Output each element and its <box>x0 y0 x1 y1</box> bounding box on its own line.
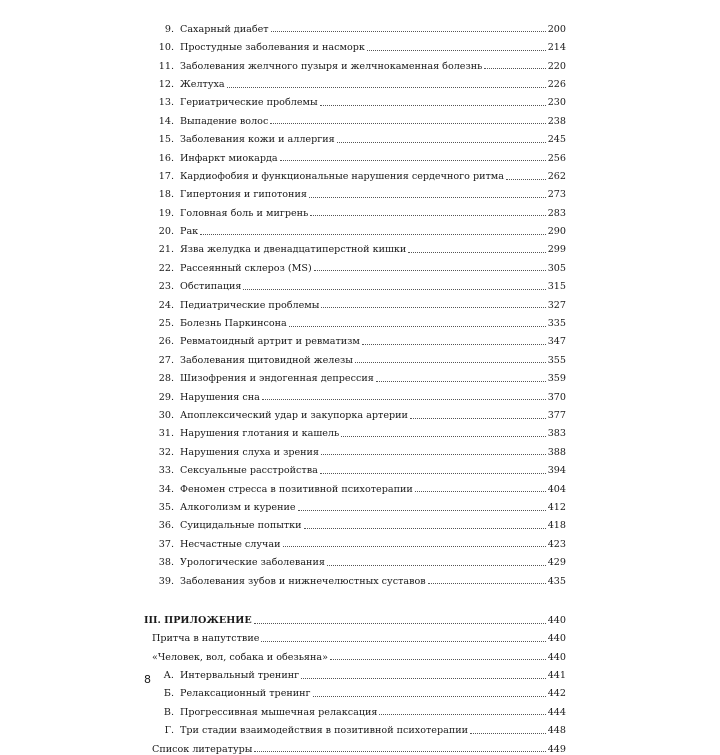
chapter-page: 200 <box>547 23 566 35</box>
dot-leader <box>227 87 546 88</box>
dot-leader <box>337 142 546 143</box>
table-of-contents <box>144 16 566 754</box>
dot-leader <box>470 733 546 734</box>
chapter-page: 220 <box>547 60 566 72</box>
chapter-row[interactable] <box>144 310 566 328</box>
chapter-page: 359 <box>547 373 566 385</box>
dot-leader <box>254 751 545 752</box>
chapter-page: 315 <box>547 281 566 293</box>
appendix-subitem-page: 441 <box>547 670 566 682</box>
chapter-row[interactable] <box>144 439 566 457</box>
chapter-number: 17. <box>158 170 174 182</box>
chapter-title: Суицидальные попытки <box>180 520 302 532</box>
dot-leader <box>304 528 546 529</box>
chapter-title: Нарушения слуха и зрения <box>180 446 319 458</box>
dot-leader <box>379 714 545 715</box>
chapter-page: 283 <box>547 207 566 219</box>
chapter-number: 32. <box>158 446 174 458</box>
appendix-subitem-page: 444 <box>547 706 566 718</box>
chapter-number: 39. <box>158 575 174 587</box>
dot-leader <box>314 270 546 271</box>
dot-leader <box>270 123 545 124</box>
chapter-number: 13. <box>158 97 174 109</box>
chapter-row[interactable] <box>144 16 566 34</box>
appendix-subitem-row[interactable] <box>144 662 566 680</box>
chapter-title: Педиатрические проблемы <box>180 299 320 311</box>
chapter-row[interactable] <box>144 384 566 402</box>
chapter-title: Нарушения сна <box>180 391 260 403</box>
chapter-row[interactable] <box>144 292 566 310</box>
chapter-title: Заболевания щитовидной железы <box>180 354 353 366</box>
chapter-row[interactable] <box>144 476 566 494</box>
chapter-number: 21. <box>158 244 174 256</box>
appendix-subitem-page: 442 <box>547 688 566 700</box>
appendix-subitem-page: 448 <box>547 725 566 737</box>
chapter-title: Феномен стресса в позитивной психотерапии <box>180 483 413 495</box>
chapter-page: 388 <box>547 446 566 458</box>
chapter-page: 370 <box>547 391 566 403</box>
chapter-number: 29. <box>158 391 174 403</box>
dot-leader <box>289 326 546 327</box>
chapter-title: Заболевания кожи и аллергия <box>180 134 335 146</box>
chapter-page: 335 <box>547 318 566 330</box>
chapter-number: 23. <box>158 281 174 293</box>
chapter-page: 290 <box>547 226 566 238</box>
chapter-number: 18. <box>158 189 174 201</box>
chapter-title: Заболевания желчного пузыря и желчнокаменная болезнь <box>180 60 483 72</box>
chapter-row[interactable] <box>144 126 566 144</box>
chapter-number: 24. <box>158 299 174 311</box>
chapter-row[interactable] <box>144 549 566 567</box>
references-row[interactable] <box>144 736 566 754</box>
dot-leader <box>484 68 545 69</box>
dot-leader <box>367 50 546 51</box>
chapter-row[interactable] <box>144 347 566 365</box>
appendix-item-page: 440 <box>547 651 566 663</box>
chapter-row[interactable] <box>144 237 566 255</box>
chapter-page: 214 <box>547 42 566 54</box>
chapter-page: 429 <box>547 557 566 569</box>
appendix-subitem-list <box>144 662 566 736</box>
chapter-page: 347 <box>547 336 566 348</box>
chapter-title: Сексуальные расстройства <box>180 465 318 477</box>
chapter-page: 404 <box>547 483 566 495</box>
chapter-number: 36. <box>158 520 174 532</box>
dot-leader <box>271 31 546 32</box>
appendix-subitem-row[interactable] <box>144 681 566 699</box>
chapter-title: Заболевания зубов и нижнечелюстных суставов <box>180 575 426 587</box>
references-title: Список литературы <box>152 743 253 755</box>
chapter-page: 418 <box>547 520 566 532</box>
dot-leader <box>355 362 546 363</box>
dot-leader <box>280 160 546 161</box>
chapter-number: 16. <box>158 152 174 164</box>
chapter-number: 10. <box>158 42 174 54</box>
dot-leader <box>320 473 546 474</box>
dot-leader <box>262 399 546 400</box>
chapter-row[interactable] <box>144 218 566 236</box>
chapter-title: Алкоголизм и курение <box>180 501 296 513</box>
appendix-item-row[interactable] <box>144 626 566 644</box>
dot-leader <box>320 105 546 106</box>
chapter-row[interactable] <box>144 402 566 420</box>
chapter-title: Болезнь Паркинсона <box>180 318 287 330</box>
chapter-number: 14. <box>158 115 174 127</box>
appendix-subitem-number: Г. <box>164 725 174 737</box>
chapter-title: Шизофрения и эндогенная депрессия <box>180 373 374 385</box>
chapter-page: 355 <box>547 354 566 366</box>
chapter-number: 28. <box>158 373 174 385</box>
chapter-title: Рассеянный склероз (MS) <box>180 262 312 274</box>
chapter-title: Ревматоидный артрит и ревматизм <box>180 336 360 348</box>
appendix-item-row[interactable] <box>144 644 566 662</box>
chapter-page: 238 <box>547 115 566 127</box>
chapter-page: 394 <box>547 465 566 477</box>
chapter-row[interactable] <box>144 34 566 52</box>
chapter-number: 33. <box>158 465 174 477</box>
appendix-subitem-number: А. <box>163 670 174 682</box>
chapter-row[interactable] <box>144 273 566 291</box>
dot-leader <box>200 234 546 235</box>
chapter-page: 435 <box>547 575 566 587</box>
dot-leader <box>327 565 546 566</box>
dot-leader <box>428 583 546 584</box>
chapter-number: 35. <box>158 501 174 513</box>
chapter-page: 273 <box>547 189 566 201</box>
dot-leader <box>415 491 546 492</box>
chapter-page: 226 <box>547 78 566 90</box>
chapter-number: 25. <box>158 318 174 330</box>
chapter-row[interactable] <box>144 53 566 71</box>
chapter-row[interactable] <box>144 329 566 347</box>
chapter-page: 423 <box>547 538 566 550</box>
appendix-subitem-number: Б. <box>163 688 174 700</box>
chapter-title: Кардиофобия и функциональные нарушения сердечного ритма <box>180 170 504 182</box>
appendix-subitem-title: Прогрессивная мышечная релаксация <box>180 706 378 718</box>
chapter-page: 230 <box>547 97 566 109</box>
appendix-subitem-title: Три стадии взаимодействия в позитивной психотерапии <box>180 725 469 737</box>
chapter-title: Гипертония и гипотония <box>180 189 307 201</box>
chapter-number: 9. <box>164 23 174 35</box>
appendix-heading-title: III. ПРИЛОЖЕНИЕ <box>144 614 252 626</box>
appendix-heading-page: 440 <box>547 614 566 626</box>
dot-leader <box>506 179 546 180</box>
chapter-title: Головная боль и мигрень <box>180 207 309 219</box>
chapter-title: Желтуха <box>180 78 225 90</box>
appendix-item-title: Притча в напутствие <box>152 633 260 645</box>
chapter-row[interactable] <box>144 163 566 181</box>
dot-leader <box>261 641 545 642</box>
chapter-number: 12. <box>158 78 174 90</box>
chapter-number: 27. <box>158 354 174 366</box>
appendix-heading-row[interactable] <box>144 607 566 625</box>
chapter-title: Язва желудка и двенадцатиперстной кишки <box>180 244 407 256</box>
chapter-title: Гериатрические проблемы <box>180 97 318 109</box>
chapter-title: Обстипация <box>180 281 242 293</box>
dot-leader <box>310 215 545 216</box>
chapter-row[interactable] <box>144 200 566 218</box>
chapter-page: 245 <box>547 134 566 146</box>
chapter-row[interactable] <box>144 421 566 439</box>
dot-leader <box>341 436 545 437</box>
chapter-row[interactable] <box>144 145 566 163</box>
chapter-number: 15. <box>158 134 174 146</box>
dot-leader <box>321 454 546 455</box>
dot-leader <box>362 344 546 345</box>
chapter-row[interactable] <box>144 71 566 89</box>
chapter-title: Выпадение волос <box>180 115 269 127</box>
chapter-row[interactable] <box>144 182 566 200</box>
section-gap <box>144 586 566 607</box>
chapter-number: 22. <box>158 262 174 274</box>
dot-leader <box>301 678 546 679</box>
dot-leader <box>410 418 546 419</box>
appendix-item-page: 440 <box>547 633 566 645</box>
dot-leader <box>298 510 546 511</box>
chapter-list <box>144 16 566 586</box>
chapter-row[interactable] <box>144 531 566 549</box>
dot-leader <box>243 289 545 290</box>
appendix-subitem-title: Интервальный тренинг <box>180 670 300 682</box>
chapter-title: Инфаркт миокарда <box>180 152 278 164</box>
appendix-subitem-row[interactable] <box>144 717 566 735</box>
chapter-title: Простудные заболевания и насморк <box>180 42 365 54</box>
chapter-row[interactable] <box>144 494 566 512</box>
chapter-row[interactable] <box>144 108 566 126</box>
chapter-number: 30. <box>158 410 174 421</box>
chapter-page: 327 <box>547 299 566 311</box>
chapter-page: 256 <box>547 152 566 164</box>
chapter-number: 31. <box>158 428 174 440</box>
chapter-row[interactable] <box>144 365 566 383</box>
references-page: 449 <box>547 743 566 755</box>
chapter-number: 37. <box>158 538 174 550</box>
chapter-row[interactable] <box>144 513 566 531</box>
chapter-row[interactable] <box>144 255 566 273</box>
chapter-title: Сахарный диабет <box>180 23 269 35</box>
chapter-number: 19. <box>158 207 174 219</box>
chapter-page: 377 <box>547 410 566 421</box>
chapter-title: Урологические заболевания <box>180 557 325 569</box>
dot-leader <box>283 546 546 547</box>
appendix-subitem-title: Релаксационный тренинг <box>180 688 311 700</box>
chapter-title: Нарушения глотания и кашель <box>180 428 340 440</box>
chapter-number: 20. <box>158 226 174 238</box>
chapter-page: 305 <box>547 262 566 274</box>
dot-leader <box>408 252 545 253</box>
appendix-item-title: «Человек, вол, собака и обезьяна» <box>152 651 328 663</box>
chapter-number: 38. <box>158 557 174 569</box>
dot-leader <box>309 197 546 198</box>
chapter-number: 11. <box>158 60 174 72</box>
chapter-page: 262 <box>547 170 566 182</box>
chapter-row[interactable] <box>144 90 566 108</box>
chapter-title: Рак <box>180 226 199 238</box>
chapter-page: 299 <box>547 244 566 256</box>
chapter-page: 383 <box>547 428 566 440</box>
chapter-row[interactable] <box>144 568 566 586</box>
dot-leader <box>330 659 546 660</box>
dot-leader <box>376 381 546 382</box>
appendix-subitem-number: В. <box>163 706 174 718</box>
chapter-page: 412 <box>547 501 566 513</box>
appendix-subitem-row[interactable] <box>144 699 566 717</box>
page-number: 8 <box>144 673 151 686</box>
dot-leader <box>313 696 546 697</box>
chapter-row[interactable] <box>144 457 566 475</box>
dot-leader <box>254 623 546 624</box>
chapter-title: Несчастные случаи <box>180 538 281 550</box>
chapter-number: 26. <box>158 336 174 348</box>
chapter-title: Апоплексический удар и закупорка артерии <box>180 410 408 421</box>
chapter-number: 34. <box>158 483 174 495</box>
dot-leader <box>321 307 545 308</box>
